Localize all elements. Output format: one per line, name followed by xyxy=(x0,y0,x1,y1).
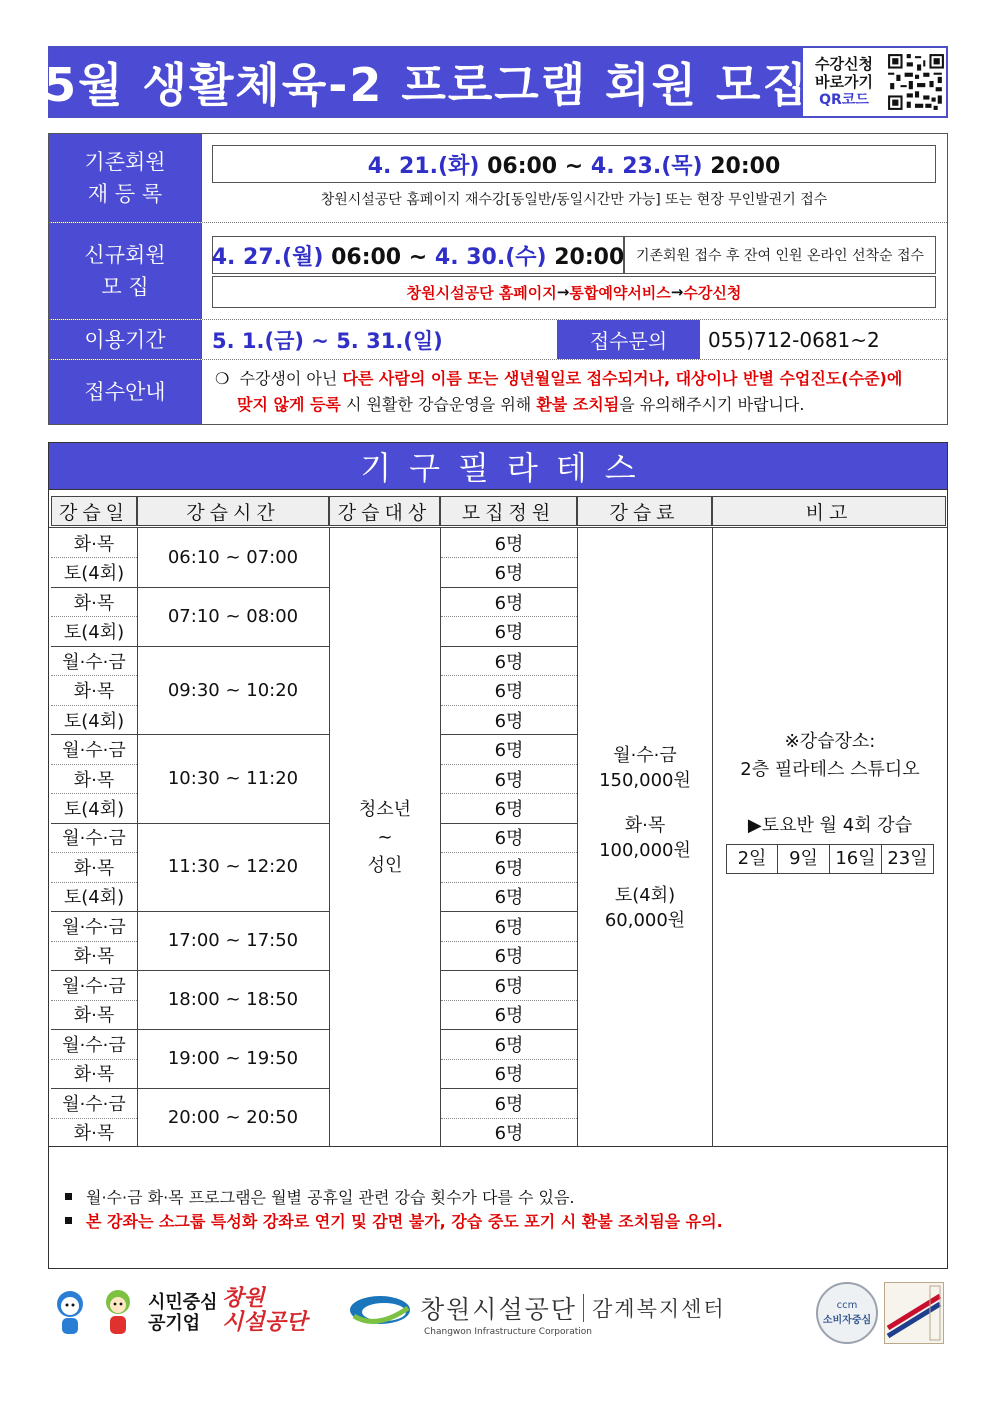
guide-text-1: 수강생이 아닌 xyxy=(239,369,343,388)
existing-head-line2: 재 등 록 xyxy=(87,182,163,206)
day-cell: 화·목 xyxy=(73,592,115,614)
notes-box xyxy=(48,1147,948,1269)
row-divider xyxy=(51,970,137,971)
day-cell: 토(4회) xyxy=(63,799,125,821)
page-title: 5월 생활체육-2 프로그램 회원 모집 xyxy=(44,58,809,112)
row-divider xyxy=(441,793,577,794)
citizen-line1: 시민중심 xyxy=(148,1292,218,1313)
header-remarks: 비고 xyxy=(712,496,946,526)
day-cell: 월·수·금 xyxy=(62,975,126,997)
existing-note: 창원시설공단 홈페이지 재수강[동일반/동일시간만 가능] 또는 현장 무인발권기 접수 xyxy=(320,192,828,208)
day-cell: 화·목 xyxy=(73,681,115,703)
day-cell: 월·수·금 xyxy=(62,740,126,762)
row-divider xyxy=(51,882,137,883)
capacity-cell: 6명 xyxy=(494,946,524,968)
saturday-date: 2일 xyxy=(726,844,778,874)
new-date-range xyxy=(212,240,625,271)
ccm-badge xyxy=(816,1282,878,1344)
fee-cell xyxy=(578,528,712,1147)
time-cell: 11:30 ~ 12:20 xyxy=(167,856,299,878)
row-divider xyxy=(51,1059,137,1060)
day-cell: 화·목 xyxy=(73,1005,115,1027)
header-fee: 강습료 xyxy=(577,496,712,526)
apply-path-step: 통합예약서비스 xyxy=(569,283,671,302)
day-cell: 월·수·금 xyxy=(62,828,126,850)
remarks-cell xyxy=(713,728,947,874)
column-divider xyxy=(712,528,713,1147)
day-cell: 화·목 xyxy=(73,946,115,968)
row-divider xyxy=(51,823,137,824)
fee-label-sat: 토(4회) xyxy=(614,884,676,906)
note-2 xyxy=(65,1209,723,1232)
day-cell: 월·수·금 xyxy=(62,651,126,673)
corp-emblem-icon xyxy=(346,1290,416,1340)
guide-text xyxy=(215,366,902,418)
fee-label-mwf: 월·수·금 xyxy=(613,744,677,766)
fee-value-tt: 100,000원 xyxy=(599,839,691,861)
row-divider xyxy=(51,764,137,765)
capacity-cell: 6명 xyxy=(494,681,524,703)
day-cell: 토(4회) xyxy=(63,563,125,585)
guide-head: 접수안내 xyxy=(49,360,202,424)
row-divider xyxy=(51,705,137,706)
time-cell: 19:00 ~ 19:50 xyxy=(167,1048,299,1070)
row-divider xyxy=(51,675,137,676)
capacity-cell: 6명 xyxy=(494,828,524,850)
note-1-text: 월·수·금 화·목 프로그램은 월별 공휴일 관련 강습 횟수가 다를 수 있음. xyxy=(86,1188,575,1207)
target-line1: 청소년 xyxy=(358,798,412,820)
inquiry-head: 접수문의 xyxy=(557,320,700,359)
row-divider xyxy=(51,1088,137,1089)
existing-start-date: 4. 21.(화) xyxy=(367,153,480,179)
row-divider xyxy=(441,1118,577,1119)
script-line1: 창원 xyxy=(222,1285,265,1311)
info-row-period xyxy=(49,320,947,360)
guide-text-5: 환불 조치됨 xyxy=(536,395,620,414)
existing-start-time: 06:00 xyxy=(487,153,558,179)
info-row-guide xyxy=(49,360,947,424)
row-divider xyxy=(441,587,577,588)
row-divider xyxy=(441,557,577,558)
inquiry-value[interactable]: 055)712-0681~2 xyxy=(708,327,880,352)
target-line3: 성인 xyxy=(367,854,403,876)
new-head-line1: 신규회원 xyxy=(84,243,166,267)
apply-path-step: 창원시설공단 홈페이지 xyxy=(406,283,557,302)
title-band xyxy=(44,48,809,116)
row-divider xyxy=(51,734,137,735)
program-title: 기구필라테스 xyxy=(360,449,654,487)
remarks-saturday: ▶토요반 월 4회 강습 xyxy=(747,815,913,836)
time-cell: 06:10 ~ 07:00 xyxy=(167,546,299,568)
header-day: 강습일 xyxy=(51,496,137,526)
target-cell xyxy=(330,528,440,1147)
new-head xyxy=(49,223,202,319)
row-divider xyxy=(441,1000,577,1001)
header-target: 강습대상 xyxy=(329,496,440,526)
time-cell: 10:30 ~ 11:20 xyxy=(167,768,299,790)
capacity-cell: 6명 xyxy=(494,740,524,762)
header-capacity: 모집정원 xyxy=(440,496,577,526)
qr-label xyxy=(808,52,880,112)
new-apply-path xyxy=(212,276,936,308)
guide-text-3: 맞지 않게 등록 xyxy=(237,395,341,414)
qr-label-line3: QR코드 xyxy=(819,92,869,108)
header-time: 강습시간 xyxy=(137,496,329,526)
info-table xyxy=(48,133,948,425)
row-divider xyxy=(51,941,137,942)
column-divider xyxy=(329,528,330,1147)
day-cell: 화·목 xyxy=(73,533,115,555)
capacity-cell: 6명 xyxy=(494,1093,524,1115)
apply-path-step: 수강신청 xyxy=(683,283,742,302)
capacity-cell: 6명 xyxy=(494,622,524,644)
saturday-date: 9일 xyxy=(778,844,830,874)
guide-text-6: 을 유의해주시기 바랍니다. xyxy=(619,395,805,414)
existing-head-line1: 기존회원 xyxy=(84,150,166,174)
time-cell: 20:00 ~ 20:50 xyxy=(167,1107,299,1129)
square-bullet-icon xyxy=(65,1217,72,1224)
corp-name-en: Changwon Infrastructure Corporation xyxy=(424,1327,592,1337)
arrow-right-icon: → xyxy=(670,283,684,301)
new-head-line2: 모 집 xyxy=(101,275,149,299)
citizen-slogan xyxy=(148,1292,218,1334)
day-cell: 월·수·금 xyxy=(62,1093,126,1115)
row-divider xyxy=(441,1059,577,1060)
row-divider xyxy=(51,557,137,558)
guide-line1 xyxy=(215,366,902,392)
script-logo xyxy=(222,1286,307,1334)
capacity-cell: 6명 xyxy=(494,563,524,585)
row-divider xyxy=(51,1118,137,1119)
row-divider xyxy=(51,616,137,617)
row-divider xyxy=(441,1029,577,1030)
day-cell: 화·목 xyxy=(73,1123,115,1145)
day-cell: 월·수·금 xyxy=(62,1034,126,1056)
time-cell: 07:10 ~ 08:00 xyxy=(167,605,299,627)
script-line2: 시설공단 xyxy=(222,1309,308,1335)
schedule-table xyxy=(48,490,948,1147)
new-end-date: 4. 30.(수) xyxy=(434,244,547,270)
capacity-cell: 6명 xyxy=(494,533,524,555)
row-divider xyxy=(51,852,137,853)
row-divider xyxy=(441,646,577,647)
day-cell: 토(4회) xyxy=(63,622,125,644)
existing-end-date: 4. 23.(목) xyxy=(590,153,703,179)
guide-bullet-icon: ❍ xyxy=(215,369,230,388)
day-cell: 화·목 xyxy=(73,857,115,879)
capacity-cell: 6명 xyxy=(494,1005,524,1027)
mascot-icon xyxy=(50,1288,145,1340)
title-banner xyxy=(44,46,948,118)
existing-tilde: ~ xyxy=(564,153,584,179)
day-cell: 화·목 xyxy=(73,769,115,791)
fee-label-tt: 화·목 xyxy=(624,814,666,836)
row-divider xyxy=(51,646,137,647)
qr-label-line2: 바로가기 xyxy=(815,73,873,91)
ccm-label: 소비자중심 xyxy=(822,1315,872,1326)
capacity-cell: 6명 xyxy=(494,916,524,938)
row-divider xyxy=(441,675,577,676)
row-divider xyxy=(441,852,577,853)
corp-name: 창원시설공단 xyxy=(420,1295,577,1324)
time-cell: 18:00 ~ 18:50 xyxy=(167,989,299,1011)
citizen-line2: 공기업 xyxy=(148,1313,201,1334)
row-divider xyxy=(441,734,577,735)
qr-code-icon[interactable] xyxy=(886,51,946,113)
capacity-cell: 6명 xyxy=(494,592,524,614)
row-divider xyxy=(51,1029,137,1030)
day-cell: 토(4회) xyxy=(63,887,125,909)
square-bullet-icon xyxy=(65,1193,72,1200)
day-cell: 화·목 xyxy=(73,1064,115,1086)
row-divider xyxy=(51,911,137,912)
capacity-cell: 6명 xyxy=(494,1123,524,1145)
saturday-date: 16일 xyxy=(830,844,882,874)
guide-line2 xyxy=(215,392,902,418)
row-divider xyxy=(441,941,577,942)
note-1 xyxy=(65,1185,575,1208)
capacity-cell: 6명 xyxy=(494,651,524,673)
existing-date-range xyxy=(368,149,781,180)
capacity-cell: 6명 xyxy=(494,710,524,732)
period-value: 5. 1.(금) ~ 5. 31.(일) xyxy=(212,328,443,353)
ccm-text: ccm xyxy=(836,1300,858,1311)
capacity-cell: 6명 xyxy=(494,769,524,791)
service-award-icon xyxy=(884,1282,944,1344)
new-date-box xyxy=(212,236,624,274)
row-divider xyxy=(51,587,137,588)
guide-text-4: 시 원활한 강습운영을 위해 xyxy=(340,395,537,414)
fee-value-sat: 60,000원 xyxy=(604,909,686,931)
row-divider xyxy=(51,793,137,794)
remarks-place-line1: ※강습장소: xyxy=(784,731,876,752)
capacity-cell: 6명 xyxy=(494,857,524,879)
target-line2: ~ xyxy=(377,826,393,848)
row-divider xyxy=(441,911,577,912)
info-row-existing xyxy=(49,134,947,223)
row-divider xyxy=(441,823,577,824)
saturday-date: 23일 xyxy=(882,844,934,874)
existing-head xyxy=(49,134,202,222)
day-cell: 월·수·금 xyxy=(62,916,126,938)
row-divider xyxy=(441,616,577,617)
footer-divider xyxy=(583,1294,584,1322)
new-start-date: 4. 27.(월) xyxy=(211,244,324,270)
period-head: 이용기간 xyxy=(49,320,202,359)
qr-label-line1: 수강신청 xyxy=(815,55,873,73)
row-divider xyxy=(441,970,577,971)
fee-value-mwf: 150,000원 xyxy=(599,769,691,791)
row-divider xyxy=(441,764,577,765)
note-2-text: 본 강좌는 소그룹 특성화 강좌로 연기 및 감면 불가, 강습 중도 포기 시 환불 조치됨을 유의. xyxy=(86,1212,723,1231)
guide-text-2: 다른 사람의 이름 또는 생년월일로 접수되거나, 대상이나 반별 수업진도(수준)에 xyxy=(342,369,903,388)
row-divider xyxy=(51,1000,137,1001)
center-name: 감계복지센터 xyxy=(592,1297,726,1321)
remarks-place-line2: 2층 필라테스 스튜디오 xyxy=(740,759,920,780)
arrow-right-icon: → xyxy=(556,283,570,301)
saturday-dates xyxy=(713,844,947,874)
program-title-band xyxy=(48,442,948,490)
capacity-cell: 6명 xyxy=(494,887,524,909)
row-divider xyxy=(441,882,577,883)
capacity-cell: 6명 xyxy=(494,799,524,821)
capacity-cell: 6명 xyxy=(494,1034,524,1056)
new-start-time: 06:00 xyxy=(331,244,402,270)
time-cell: 09:30 ~ 10:20 xyxy=(167,679,299,701)
row-divider xyxy=(441,1088,577,1089)
capacity-cell: 6명 xyxy=(494,1064,524,1086)
new-end-time: 20:00 xyxy=(554,244,625,270)
day-cell: 토(4회) xyxy=(63,710,125,732)
new-tilde: ~ xyxy=(408,244,428,270)
row-divider xyxy=(441,705,577,706)
info-row-new xyxy=(49,223,947,320)
existing-end-time: 20:00 xyxy=(710,153,781,179)
existing-date-box xyxy=(212,145,936,183)
column-divider xyxy=(577,528,578,1147)
time-cell: 17:00 ~ 17:50 xyxy=(167,930,299,952)
capacity-cell: 6명 xyxy=(494,975,524,997)
new-side-note: 기존회원 접수 후 잔여 인원 온라인 선착순 접수 xyxy=(624,236,936,274)
schedule-body xyxy=(49,527,947,1146)
